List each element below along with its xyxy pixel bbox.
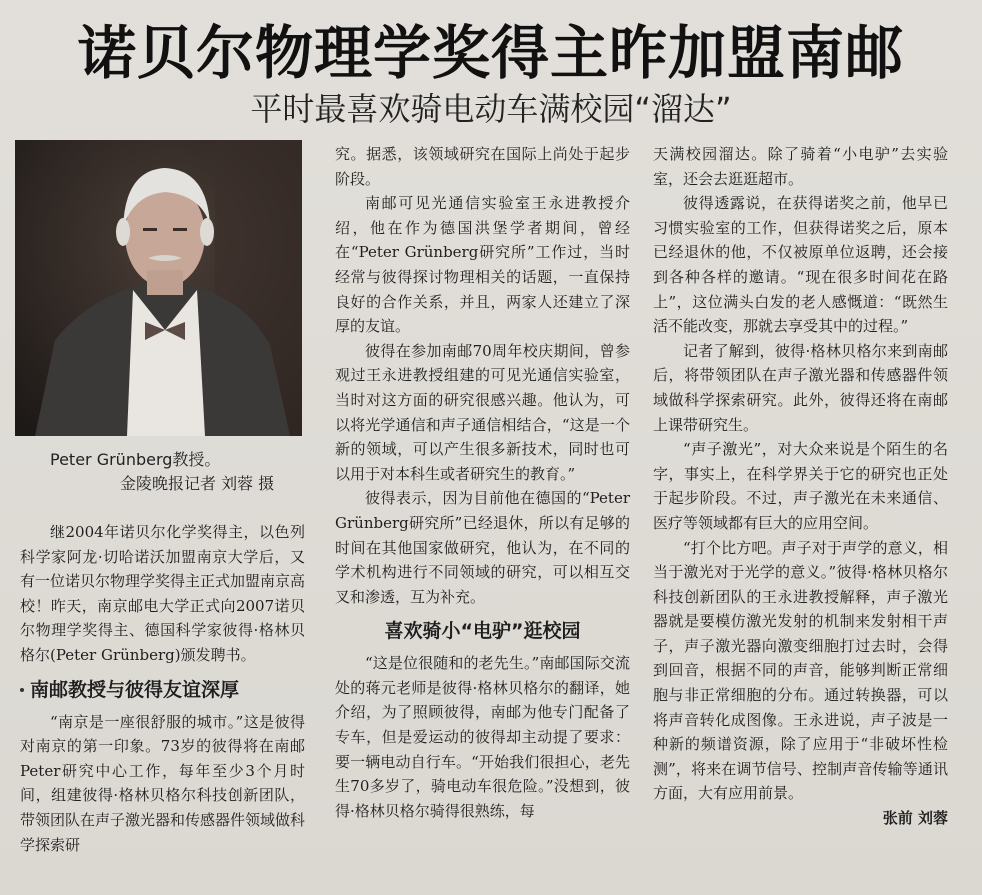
intro-paragraph: 继2004年诺贝尔化学奖得主，以色列科学家阿龙·切哈诺沃加盟南京大学后，又有一位诺贝尔物理学奖得主正式加盟南京高校！昨天，南京邮电大学正式向2007诺贝尔物理学奖得主、德国科学家彼得·格林贝格尔(Peter Grünberg)颁发聘书。 bbox=[20, 523, 306, 664]
section-title-ebike: 喜欢骑小“电驴”逛校园 bbox=[384, 620, 581, 643]
paragraph: 彼得在参加南邮70周年校庆期间，曾参观过王永进教授组建的可见光通信实验室，当时对这方面的研究很感兴趣。他认为，可以将光学通信和声子通信相结合，“这是一个新的领域，可以产生很多新技术，同时也可以用于对本科生或者研究生的教育。” bbox=[335, 341, 630, 483]
portrait-illustration bbox=[15, 140, 302, 436]
paragraph: 彼得表示，因为目前他在德国的“Peter Grünberg研究所”已经退休，所以有足够的时间在其他国家做研究，他认为，在不同的学术机构进行不同领域的研究，可以相互交叉和渗透，互为补充。 bbox=[335, 489, 630, 606]
paragraph: 究。据悉，该领域研究在国际上尚处于起步阶段。 bbox=[335, 145, 630, 188]
subheadline: 平时最喜欢骑电动车满校园“溜达” bbox=[250, 90, 732, 128]
author-byline: 张前 刘蓉 bbox=[882, 809, 948, 828]
photo-caption bbox=[50, 448, 300, 496]
article-column-3 bbox=[653, 142, 948, 831]
bullet-icon bbox=[20, 688, 24, 692]
article-column-1 bbox=[20, 520, 305, 857]
paragraph: 南邮可见光通信实验室王永进教授介绍，他在作为德国洪堡学者期间，曾经在“Peter Grünberg研究所”工作过，当时经常与彼得探讨物理相关的话题，一直保持良好的合作关系，并且，两家人还建立了深厚的友谊。 bbox=[335, 194, 630, 336]
paragraph: “打个比方吧。声子对于声学的意义，相当于激光对于光学的意义。”彼得·格林贝格尔科技创新团队的王永进教授解释，声子激光器就是要模仿激光发射的机制来发射相干声子，声子激光器向激变细胞打过去时，会得到回音，根据不同的声音，能够判断正常细胞与非正常细胞的分布。通过转换器，可以将声音转化成图像。王永进说，声子波是一种新的频谱资源，除了应用于“非破坏性检测”，将来在调节信号、控制声音传输等通讯方面，大有应用前景。 bbox=[653, 538, 948, 803]
caption-text: Peter Grünberg教授。 bbox=[50, 450, 221, 469]
paragraph: 记者了解到，彼得·格林贝格尔来到南邮后，将带领团队在声子激光器和传感器件领域做科学探索研究。此外，彼得还将在南邮上课带研究生。 bbox=[653, 341, 948, 434]
section-title-text: 南邮教授与彼得友谊深厚 bbox=[30, 678, 240, 701]
paragraph: 彼得透露说，在获得诺奖之前，他早已习惯实验室的工作，但获得诺奖之后，原本已经退休的他，不仅被原单位返聘，还会接到各种各样的邀请。“现在很多时间花在路上”，这位满头白发的老人感慨道：“既然生活不能改变，那就去享受其中的过程。” bbox=[653, 194, 948, 336]
paragraph: 天满校园溜达。除了骑着“小电驴”去实验室，还会去逛逛超市。 bbox=[653, 145, 948, 188]
photo-credit: 金陵晚报记者 刘蓉 摄 bbox=[120, 474, 275, 493]
paragraph: “这是位很随和的老先生。”南邮国际交流处的蒋元老师是彼得·格林贝格尔的翻译，她介绍，为了照顾彼得，南邮为他专门配备了专车，但是爱运动的彼得却主动提了要求：要一辆电动自行车。“开始我们很担心，老先生70多岁了，骑电动车很危险。”没想到，彼得·格林贝格尔骑得很熟练，每 bbox=[335, 654, 630, 820]
section-title-friendship bbox=[20, 674, 305, 706]
portrait-photo bbox=[15, 140, 302, 436]
paragraph: “声子激光”，对大众来说是个陌生的名字，事实上，在科学界关于它的研究也正处于起步阶段。不过，声子激光在未来通信、医疗等领域都有巨大的应用空间。 bbox=[653, 440, 948, 532]
paragraph: “南京是一座很舒服的城市。”这是彼得对南京的第一印象。73岁的彼得将在南邮Peter研究中心工作，每年至少3个月时间，组建彼得·格林贝格尔科技创新团队，带领团队在声子激光器和传感器件领域做科学探索研 bbox=[20, 712, 306, 854]
article-column-2 bbox=[335, 142, 630, 823]
headline: 诺贝尔物理学奖得主昨加盟南邮 bbox=[77, 19, 904, 87]
